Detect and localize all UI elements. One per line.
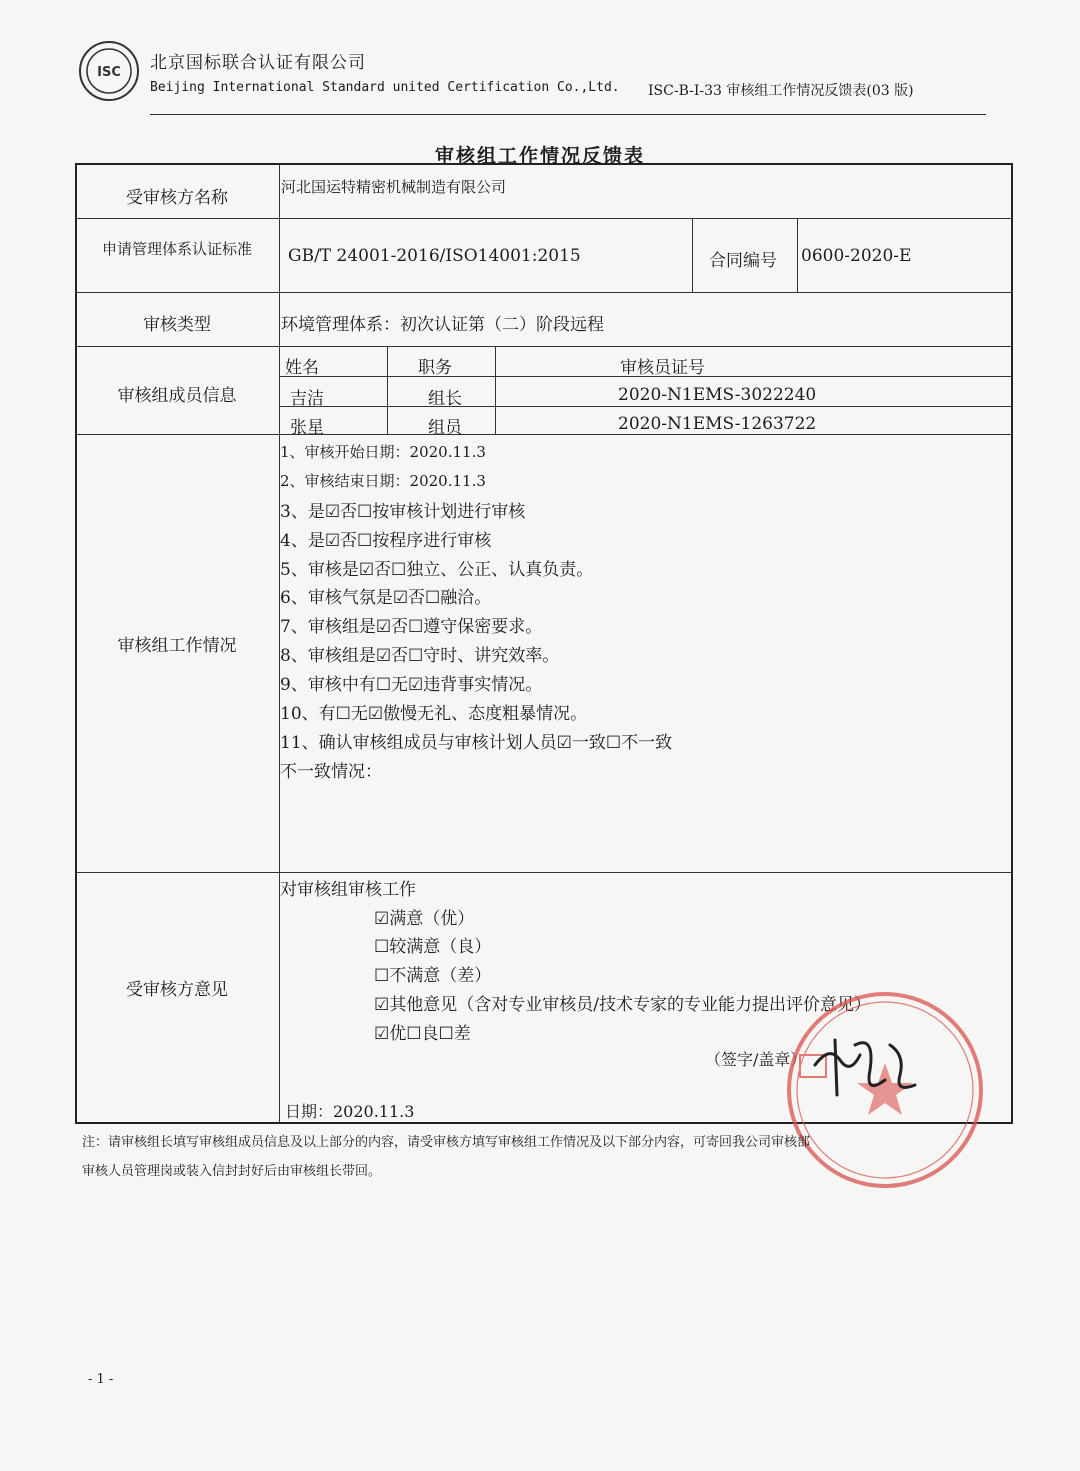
header-divider (150, 114, 986, 115)
auditee-name-value: 河北国运特精密机械制造有限公司 (281, 178, 507, 196)
page-number: - 1 - (88, 1372, 114, 1387)
members-label: 审核组成员信息 (117, 386, 237, 406)
standard-label: 申请管理体系认证标准 (101, 240, 252, 258)
work-item: 3、是☑否☐按审核计划进行审核 (280, 502, 526, 522)
form-code: ISC-B-I-33 审核组工作情况反馈表(03 版) (648, 83, 914, 99)
members-header-cert: 审核员证号 (620, 358, 705, 378)
members-header-role: 职务 (418, 358, 452, 378)
opinion-option: ☑满意（优） (374, 909, 475, 929)
work-status-label: 审核组工作情况 (117, 636, 237, 656)
handwritten-signature (805, 1025, 925, 1105)
auditee-name-label: 受审核方名称 (126, 188, 228, 208)
member-role: 组员 (428, 418, 462, 438)
work-item: 9、审核中有☐无☑违背事实情况。 (280, 675, 543, 695)
audit-date: 日期：2020.11.3 (285, 1102, 415, 1121)
work-item: 10、有☐无☑傲慢无礼、态度粗暴情况。 (280, 704, 588, 724)
work-item: 11、确认审核组成员与审核计划人员☑一致☐不一致 (280, 733, 673, 753)
contract-number-value: 0600-2020-E (801, 246, 912, 266)
opinion-option: ☑优☐良☐差 (374, 1024, 471, 1044)
standard-value: GB/T 24001-2016/ISO14001:2015 (288, 246, 581, 266)
member-role: 组长 (428, 389, 462, 409)
footnote-line: 注：请审核组长填写审核组成员信息及以上部分的内容，请受审核方填写审核组工作情况及以下部分内容，可寄回我公司审核部 (82, 1135, 811, 1150)
opinion-option: ☐较满意（良） (374, 937, 492, 957)
opinion-option: ☑其他意见（含对专业审核员/技术专家的专业能力提出评价意见） (374, 995, 871, 1015)
work-item: 8、审核组是☑否☐守时、讲究效率。 (280, 646, 560, 666)
auditee-opinion-label: 受审核方意见 (126, 980, 228, 1000)
members-header-name: 姓名 (285, 358, 319, 378)
opinion-option: ☐不满意（差） (374, 966, 492, 986)
work-item: 1、审核开始日期：2020.11.3 (280, 443, 486, 461)
audit-type-label: 审核类型 (143, 315, 211, 335)
company-name-en: Beijing International Standard united Certification Co.,Ltd. (150, 80, 620, 95)
work-item: 7、审核组是☑否☐遵守保密要求。 (280, 617, 543, 637)
svg-text:ISC: ISC (97, 65, 121, 80)
opinion-heading: 对审核组审核工作 (280, 880, 416, 900)
work-item: 4、是☑否☐按程序进行审核 (280, 531, 492, 551)
work-item: 5、审核是☑否☐独立、公正、认真负责。 (280, 560, 594, 580)
work-item: 2、审核结束日期：2020.11.3 (280, 472, 486, 490)
member-cert: 2020-N1EMS-1263722 (618, 414, 817, 434)
document-title: 审核组工作情况反馈表 (434, 145, 645, 167)
company-logo (78, 40, 140, 102)
signature-label: （签字/盖章） (705, 1050, 807, 1069)
member-name: 张星 (290, 418, 324, 438)
member-name: 吉洁 (290, 389, 324, 409)
footnote-line: 审核人员管理岗或装入信封封好后由审核组长带回。 (82, 1164, 382, 1179)
work-item: 6、审核气氛是☑否☐融洽。 (280, 588, 492, 608)
member-cert: 2020-N1EMS-3022240 (618, 385, 817, 405)
audit-type-value: 环境管理体系：初次认证第（二）阶段远程 (281, 315, 604, 335)
company-name-cn: 北京国标联合认证有限公司 (150, 53, 366, 73)
contract-number-label: 合同编号 (709, 251, 777, 271)
work-item: 不一致情况： (280, 762, 382, 782)
